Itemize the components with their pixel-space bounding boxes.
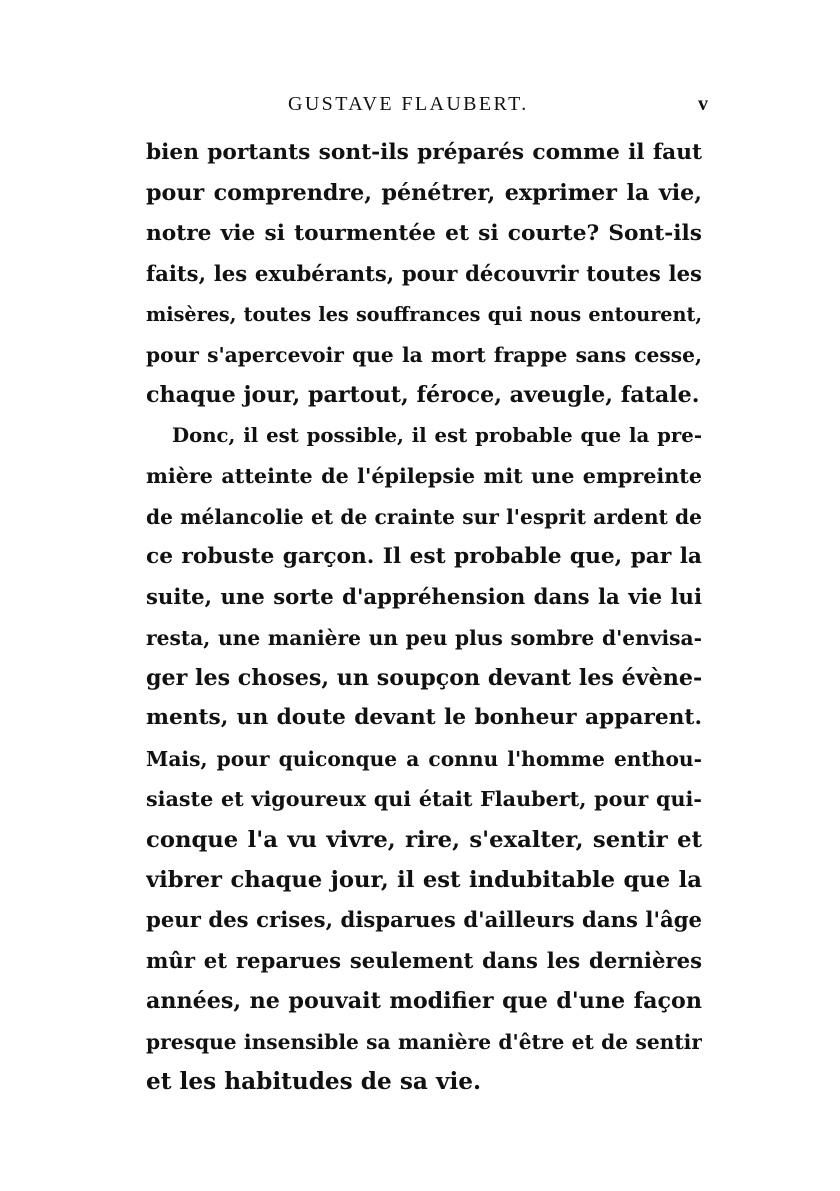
text-line: resta, une manière un peu plus sombre d'envisa- [146,625,702,650]
text-line: conque l'a vu vivre, rire, s'exalter, sentir et [146,826,702,853]
text-line: bien portants sont-ils préparés comme il faut [146,140,702,165]
running-title: GUSTAVE FLAUBERT. [288,93,529,115]
text-line: notre vie si tourmentée et si courte? Sont-ils [146,220,702,246]
text-line: ce robuste garçon. Il est probable que, par la [146,543,702,569]
text-line: de mélancolie et de crainte sur l'esprit ardent de [146,504,702,529]
text-line: suite, une sorte d'appréhension dans la vie lui [146,584,702,610]
text-line: et les habitudes de sa vie. [146,1067,482,1095]
text-line: Donc, il est possible, il est probable que la pre- [172,423,702,447]
text-line: années, ne pouvait modifier que d'une façon [146,988,702,1015]
text-line: presque insensible sa manière d'être et de sentir [146,1029,702,1054]
running-head [146,90,708,118]
body-text [146,133,702,1102]
text-line: mière atteinte de l'épilepsie mit une empreinte [146,464,702,489]
text-line: faits, les exubérants, pour découvrir toutes les [146,261,702,287]
text-line: pour s'apercevoir que la mort frappe sans cesse, [146,342,702,367]
text-line: chaque jour, partout, féroce, aveugle, fatale. [146,382,700,409]
text-line: misères, toutes les souffrances qui nous entourent, [146,302,702,326]
text-line: mûr et reparues seulement dans les dernières [146,947,702,973]
text-line: Mais, pour quiconque a connu l'homme enthou- [146,746,702,771]
text-line: peur des crises, disparues d'ailleurs dans l'âge [146,907,702,933]
text-line: vibrer chaque jour, il est indubitable que la [146,867,702,894]
text-line: pour comprendre, pénétrer, exprimer la vie, [146,180,702,207]
text-line: ger les choses, un soupçon devant les évène- [146,665,702,692]
text-line: ments, un doute devant le bonheur apparent. [146,705,702,731]
text-line: siaste et vigoureux qui était Flaubert, pour qui- [146,787,702,812]
page-number: v [698,93,708,115]
